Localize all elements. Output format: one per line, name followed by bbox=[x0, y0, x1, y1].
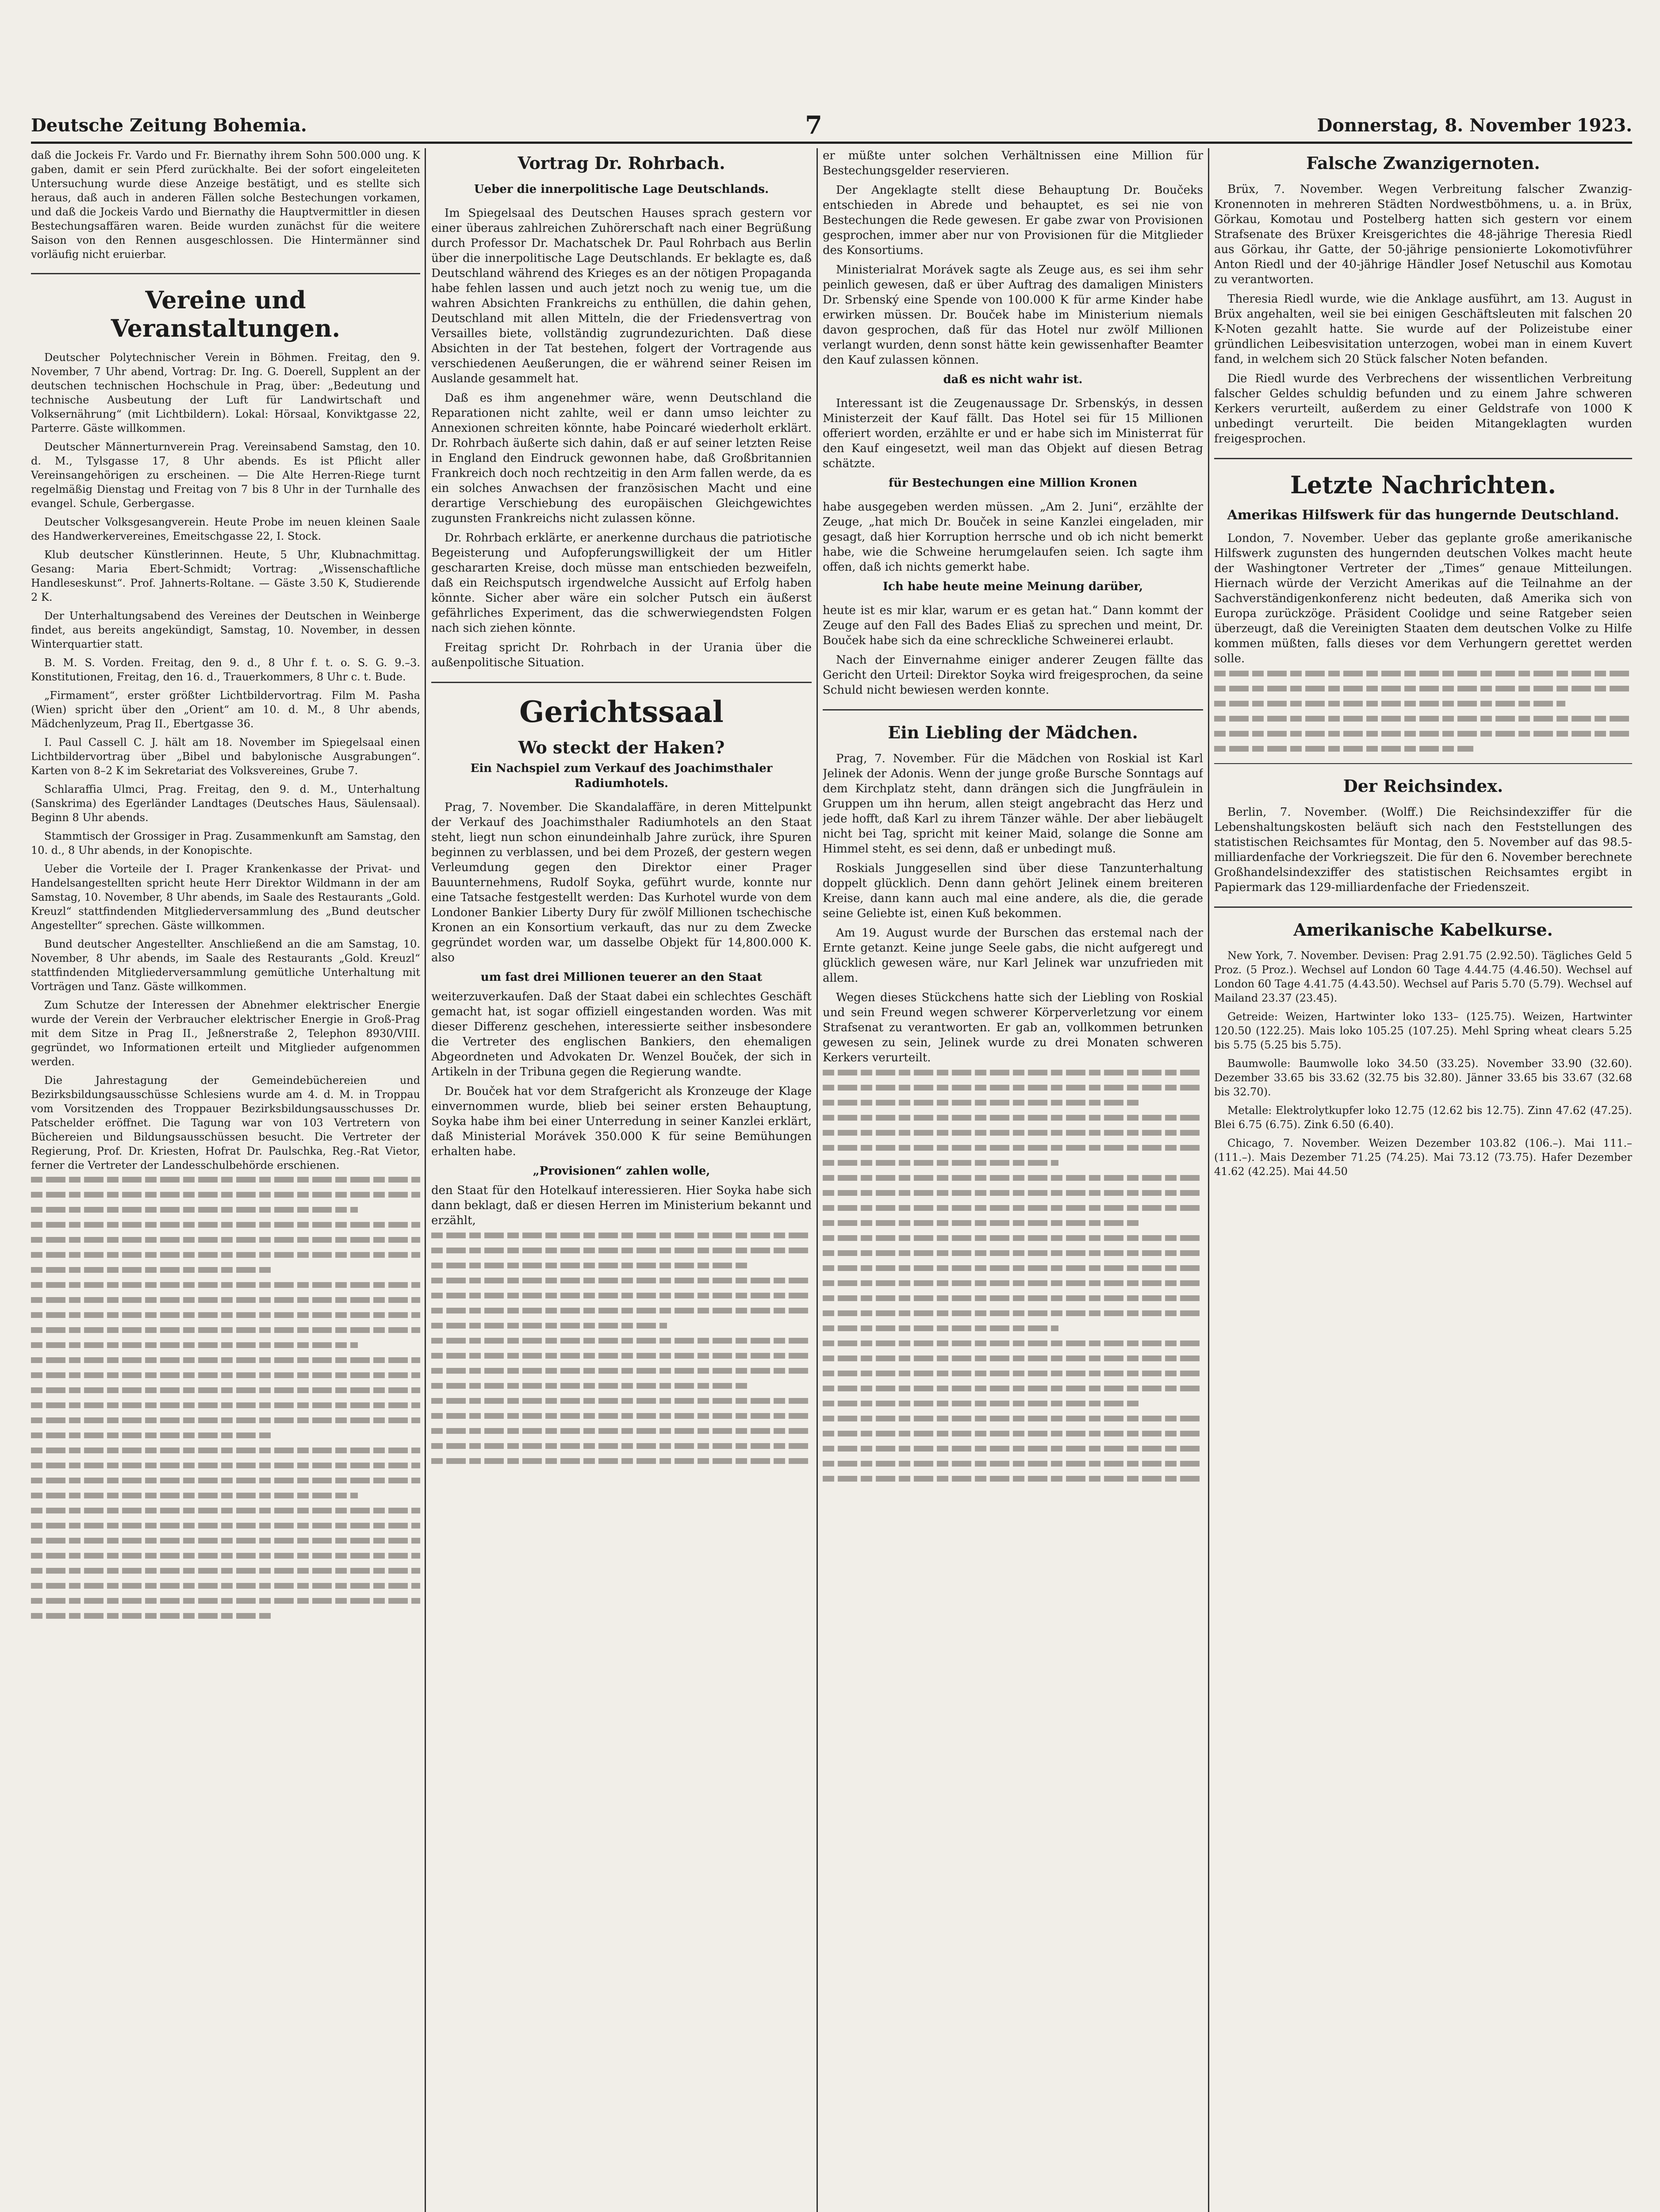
article-text: weiterzuverkaufen. Daß der Staat dabei ein schlechtes Geschäft gemacht hat, ist sogar offiziell eingestanden worden. Was mit dieser Differenz geschehen, interessierte seither insbesondere die Vertreter des englischen Bankiers, den ehemaligen Abgeordneten und Advokaten Dr. Wenzel Bouček, der sich in Artikeln in der Tribuna gegen die Regierung wandte. bbox=[431, 990, 812, 1079]
section-heading-gerichtssaal: Gerichtssaal bbox=[519, 695, 724, 729]
market-report: New York, 7. November. Devisen: Prag 2.91.75 (2.92.50). Tägliches Geld 5 Proz. (5 Proz.). Wechsel auf London 60 Tage 4.44.75 (4.46.50). Wechsel auf London 60 Tage 4.41.75 (4.43.50). Wechsel auf Paris 5.70 (5.79). Wechsel auf Mailand 23.37 (23.45). bbox=[1214, 949, 1632, 1004]
article-text: den Staat für den Hotelkauf interessieren. Hier Soyka habe sich dann beklagt, daß er diesen Herren im Ministerium bekannt und erzählt, bbox=[431, 1184, 812, 1227]
article-title-falsche: Falsche Zwanzigernoten. bbox=[1306, 153, 1540, 173]
inline-heading: daß es nicht wahr ist. bbox=[943, 373, 1083, 386]
market-report: Metalle: Elektrolytkupfer loko 12.75 (12.62 bis 12.75). Zinn 47.62 (47.25). Blei 6.75 (6.75). Zink 6.50 (6.40). bbox=[1214, 1104, 1632, 1131]
notice: Deutscher Männerturnverein Prag. Vereinsabend Samstag, den 10. d. M., Tylsgasse 17, 8 Uhr abends. Es ist Pflicht aller Vereinsangehörigen zu erscheinen. — Die Alte Herren-Riege turnt regelmäßig Dienstag und Freitag von 7 bis 8 Uhr in der Turnhalle des evangel. Schule, Gerbergasse. bbox=[31, 441, 420, 510]
column-rule bbox=[425, 148, 426, 2212]
column-3 bbox=[823, 148, 1203, 2212]
article-text: Wegen dieses Stückchens hatte sich der Liebling von Roskial und sein Freund wegen schwerer Körperverletzung vor einem Strafsenat zu verantworten. Er gab an, vollkommen betrunken gewesen zu sein, Jelinek wurde zu drei Monaten schweren Kerkers verurteilt. bbox=[823, 991, 1203, 1064]
market-report: Chicago, 7. November. Weizen Dezember 103.82 (106.–). Mai 111.– (111.–). Mais Dezember 71.25 (74.25). Mai 73.12 (73.75). Hafer Dezember 41.62 (42.25). Mai 44.50 bbox=[1214, 1137, 1632, 1178]
market-report: Getreide: Weizen, Hartwinter loko 133– (125.75). Weizen, Hartwinter 120.50 (122.25). Mais loko 105.25 (107.25). Mehl Spring wheat clears 5.25 bis 5.75 (5.25 bis 5.75). bbox=[1214, 1010, 1632, 1051]
article-title-rohrbach: Vortrag Dr. Rohrbach. bbox=[518, 153, 725, 173]
inline-heading: „Provisionen“ zahlen wolle, bbox=[533, 1164, 710, 1178]
divider bbox=[431, 682, 812, 683]
notice: B. M. S. Vorden. Freitag, den 9. d., 8 Uhr f. t. o. S. G. 9.–3. Konstitutionen, Freitag, den 16. d., Trauerkommers, 8 Uhr c. t. Bude. bbox=[31, 657, 420, 683]
article-text: Berlin, 7. November. (Wolff.) Die Reichsindexziffer für die Lebenshaltungskosten beläuft sich nach den Feststellungen des statistischen Reichsamtes für Montag, den 5. November auf das 98.5-milliardenfache der Vorkriegszeit. Die für den 6. November berechnete Großhandelsindexziffer des statistischen Reichsamtes ergibt in Papiermark das 129-milliardenfache der Friedenszeit. bbox=[1214, 806, 1632, 894]
article-text: Der Angeklagte stellt diese Behauptung Dr. Boučeks entschieden in Abrede und behauptet, es sei nie von Bestechungen die Rede gewesen. Er gabe zwar von Provisionen gesprochen, immer aber nur von Provisionen für die Mitglieder des Konsortiums. bbox=[823, 184, 1203, 257]
notice: Schlaraffia Ulmci, Prag. Freitag, den 9. d. M., Unterhaltung (Sanskrima) des Egerländer Landtages (Deutsches Haus, Säulensaal). Beginn 8 Uhr abends. bbox=[31, 783, 420, 824]
article-text: Prag, 7. November. Die Skandalaffäre, in deren Mittelpunkt der Verkauf des Joachimsthaler Radiumhotels an den Staat steht, liegt nun schon einundeinhalb Jahre zurück, ihre Spuren beginnen zu verblassen, und bei dem Prozeß, der gestern wegen Verleumdung gegen den Direktor einer Prager Bauunternehmens, Rudolf Soyka, geführt wurde, konnte nur eine Tatsache festgestellt werden: Das Kurhotel wurde von dem Londoner Bankier Liberty Dury für zwölf Millionen tschechische Kronen an ein Konsortium verkauft, das nur zu dem Zwecke gegründet worden war, um dasselbe Objekt für 14,800.000 K. also bbox=[431, 801, 812, 964]
article-text: Interessant ist die Zeugenaussage Dr. Srbenskýs, in dessen Ministerzeit der Kauf fällt. Das Hotel sei für 15 Millionen offeriert worden, erzählte er und er habe sich im Ministerrat für den Kauf eingesetzt, weil man das Objekt auf diesen Betrag schätzte. bbox=[823, 397, 1203, 470]
notice: Deutscher Volksgesangverein. Heute Probe im neuen kleinen Saale des Handwerkervereines, Emeitschgasse 22, I. Stock. bbox=[31, 516, 420, 542]
article-text: Ministerialrat Morávek sagte als Zeuge aus, es sei ihm sehr peinlich gewesen, daß er über Auftrag des damaligen Ministers Dr. Srbenský eine Spende von 100.000 K für arme Kinder habe erwirken müssen. Dr. Bouček habe im Ministerium niemals davon gesprochen, daß für das Hotel nur zwölf Millionen verlangt wurden, denn sonst hätte kein gewissenhafter Beamter den Kauf zulassen können. bbox=[823, 263, 1203, 367]
notice: I. Paul Cassell C. J. hält am 18. November im Spiegelsaal einen Lichtbildervortrag über „Bibel und babylonische Ausgrabungen“. Karten von 8–2 K im Sekretariat des Volksvereines, Grube 7. bbox=[31, 736, 420, 777]
newspaper-name: Deutsche Zeitung Bohemia. bbox=[31, 115, 307, 136]
article-text: Am 19. August wurde der Burschen das erstemal nach der Ernte getanzt. Keine junge Seele gabs, die nicht aufgeregt und glücklich gewesen wäre, nur Karl Jelinek war unzufrieden mit allem. bbox=[823, 926, 1203, 985]
article-text: Dr. Bouček hat vor dem Strafgericht als Kronzeuge der Klage einvernommen wurde, blieb bei seiner ersten Behauptung, Soyka habe ihm bei einer Unterredung in seiner Kanzlei erklärt, daß Ministerial Morávek 350.000 K für seine Bemühungen erhalten habe. bbox=[431, 1085, 812, 1158]
illegible-text bbox=[431, 1233, 812, 1464]
section-heading-letzte: Letzte Nachrichten. bbox=[1290, 471, 1556, 499]
article-text: Freitag spricht Dr. Rohrbach in der Urania über die außenpolitische Situation. bbox=[431, 641, 812, 669]
section-heading-vereine: Vereine und Veranstaltungen. bbox=[111, 286, 341, 342]
article-subtitle: Ueber die innerpolitische Lage Deutschlands. bbox=[474, 183, 769, 196]
article-text: Prag, 7. November. Für die Mädchen von Roskial ist Karl Jelinek der Adonis. Wenn der junge große Bursche Sonntags auf dem Kirchplatz steht, dann drängen sich die Jungfräulein in Gruppen um ihn herum, allen steigt angebracht das Herz und jede hofft, daß Karl zu ihrem Tänzer wähle. Der aber liebäugelt nicht bei Tag, spricht mit keiner Maid, solange die Sonne am Himmel steht, es sei denn, daß er unbedingt muß. bbox=[823, 752, 1203, 856]
article-text: Im Spiegelsaal des Deutschen Hauses sprach gestern vor einer überaus zahlreichen Zuhörerschaft nach einer Begrüßung durch Professor Dr. Machatschek Dr. Paul Rohrbach aus Berlin über die innerpolitische Lage Deutschlands. Er beklagte es, daß Deutschland während des Krieges es an der nötigen Propaganda habe fehlen lassen und auch jetzt noch zu wenig tue, um die wahren Absichten Frankreichs zu enthüllen, die dahin gehen, Deutschland mit allen Mitteln, die der Friedensvertrag von Versailles biete, vollständig zugrundezurichten. Daß diese Absichten in der Tat bestehen, folgert der Vortragende aus verschiedenen Aeußerungen, die er während seiner Reisen im Auslande gesammelt hat. bbox=[431, 207, 812, 385]
column-4 bbox=[1214, 148, 1632, 2212]
article-title-amerika: Amerikas Hilfswerk für das hungernde Deutschland. bbox=[1227, 507, 1619, 523]
column-1 bbox=[31, 148, 420, 2212]
notice: „Firmament“, erster größter Lichtbildervortrag. Film M. Pasha (Wien) spricht über den „Orient“ am 10. d. M., 8 Uhr abends, Mädchenlyzeum, Prag II., Ebertgasse 36. bbox=[31, 689, 420, 730]
article-text: heute ist es mir klar, warum er es getan hat.“ Dann kommt der Zeuge auf den Fall des Bades Eliaš zu sprechen und meint, Dr. Bouček habe sich da eine schreckliche Schweinerei erlaubt. bbox=[823, 604, 1203, 647]
notice: Klub deutscher Künstlerinnen. Heute, 5 Uhr, Klubnachmittag. Gesang: Maria Ebert-Schmidt; Vortrag: „Wissenschaftliche Handleseskunst“. Prof. Jahnerts-Roltane. — Gäste 3.50 K, Studierende 2 K. bbox=[31, 549, 420, 603]
article-text: London, 7. November. Ueber das geplante große amerikanische Hilfswerk zugunsten des hungernden deutschen Volkes macht heute der Washingtoner Vertreter der „Times“ genaue Mitteilungen. Hiernach würde der Verzicht Amerikas auf die Teilnahme an der Sachverständigenkonferenz nicht bedeuten, daß Amerika sich von Europa zurückzöge. Präsident Coolidge und seine Ratgeber seien überzeugt, daß die Vereinigten Staaten dem deutschen Volke zu Hilfe kommen müßten, falls dieses vor dem Verhungern gerettet werden solle. bbox=[1214, 532, 1632, 665]
divider bbox=[1214, 458, 1632, 459]
column-rule bbox=[817, 148, 818, 2212]
inline-heading: für Bestechungen eine Million Kronen bbox=[888, 476, 1138, 490]
article-text: Theresia Riedl wurde, wie die Anklage ausführt, am 13. August in Brüx angehalten, weil sie bei einigen Geschäftsleuten mit falschen 20 K-Noten gezahlt hatte. Sie wurde auf der Polizeistube einer gründlichen Leibesvisitation unterzogen, wobei man in einem Kuvert fand, in welchem sich 20 Stück falscher Noten befanden. bbox=[1214, 292, 1632, 366]
divider bbox=[1214, 906, 1632, 908]
page-header bbox=[31, 111, 1632, 144]
column-2 bbox=[431, 148, 812, 2212]
notice: Ueber die Vorteile der I. Prager Krankenkasse der Privat- und Handelsangestellten spricht heute Herr Direktor Wildmann in der am Samstag, 10. November, 8 Uhr abends, im Saale des Restaurants „Gold. Kreuzl“ stattfindenden Mitgliederversammlung des „Bund deutscher Angestellter“ sprechen. Gäste willkommen. bbox=[31, 863, 420, 932]
article-text: Roskials Junggesellen sind über diese Tanzunterhaltung doppelt glücklich. Denn dann gehört Jelinek einem breiteren Kreise, dann kann auch mal eine andere, als die, die gerade seine Geliebte ist, einen Kuß bekommen. bbox=[823, 862, 1203, 920]
inline-heading: Ich habe heute meine Meinung darüber, bbox=[882, 580, 1143, 593]
notice: Deutscher Polytechnischer Verein in Böhmen. Freitag, den 9. November, 7 Uhr abend, Vortrag: Dr. Ing. G. Doerell, Supplent an der deutschen technischen Hochschule in Prag, über: „Bedeutung und technische Ausbeutung der Luft für Landwirtschaft und Volksernährung“ (mit Lichtbildern). Lokal: Hörsaal, Konviktgasse 22, Parterre. Gäste willkommen. bbox=[31, 351, 420, 434]
notice: Bund deutscher Angestellter. Anschließend an die am Samstag, 10. November, 8 Uhr abends, im Saale des Restaurants „Gold. Kreuzl“ stattfindenden Mitgliederversammlung gemütliche Unterhaltung mit Vorträgen und Tanz. Gäste willkommen. bbox=[31, 938, 420, 993]
article-subtitle: Ein Nachspiel zum Verkauf des Joachimsthaler Radiumhotels. bbox=[470, 762, 773, 790]
page-number: 7 bbox=[805, 111, 822, 140]
article-title-liebling: Ein Liebling der Mädchen. bbox=[888, 722, 1138, 742]
article-text: er müßte unter solchen Verhältnissen eine Million für Bestechungsgelder reservieren. bbox=[823, 149, 1203, 177]
divider bbox=[1214, 763, 1632, 764]
article-title-haken: Wo steckt der Haken? bbox=[518, 737, 725, 757]
article-text: Dr. Rohrbach erklärte, er anerkenne durchaus die patriotische Begeisterung und Aufopferungswilligkeit der um Hitler geschararten Kreise, doch müsse man entschieden bezweifeln, daß ein Reichsputsch irgendwelche Aussicht auf Erfolg haben könnte. Sicher aber wäre ein solcher Putsch ein äußerst gefährliches Experiment, das die schwerwiegendsten Folgen nach sich ziehen könnte. bbox=[431, 531, 812, 635]
notice: Die Jahrestagung der Gemeindebüchereien und Bezirksbildungsausschüsse Schlesiens wurde am 4. d. M. in Troppau vom Vorsitzenden des Troppauer Bezirksbildungsausschusses Dr. Patschelder eröffnet. Die Tagung war von 103 Vertretern von Büchereien und Bildungsausschüssen besucht. Die Vertreter der Regierung, Prof. Dr. Kriesten, Hofrat Dr. Paulschka, Reg.-Rat Vietor, ferner die Vertreter der Landesschulbehörde erschienen. bbox=[31, 1074, 420, 1171]
notice: Der Unterhaltungsabend des Vereines der Deutschen in Weinberge findet, aus bereits angekündigt, Samstag, 10. November, in dessen Winterquartier statt. bbox=[31, 610, 420, 650]
illegible-text bbox=[31, 1177, 420, 1619]
article-title-reichsindex: Der Reichsindex. bbox=[1343, 776, 1503, 796]
divider bbox=[31, 273, 420, 274]
notice: Stammtisch der Grossiger in Prag. Zusammenkunft am Samstag, den 10. d., 8 Uhr abends, in der Konopischte. bbox=[31, 830, 420, 856]
article-text: Brüx, 7. November. Wegen Verbreitung falscher Zwanzig-Kronennoten in mehreren Städten Nordwestböhmens, u. a. in Brüx, Görkau, Komotau und Postelberg hatten sich gestern vor einem Strafsenate des Brüxer Kreisgerichtes die 48-jährige Theresia Riedl aus Görkau, ihr Gatte, der 50-jährige pensionierte Lokomotivführer Anton Riedl und der 40-jährige Händler Josef Netuschil aus Komotau zu verantworten. bbox=[1214, 183, 1632, 286]
illegible-text bbox=[1214, 671, 1632, 752]
article-text: Die Riedl wurde des Verbrechens der wissentlichen Verbreitung falscher Geldes schuldig befunden und zu einem Jahre schweren Kerkers verurteilt, außerdem zu einer Geldstrafe von 1000 K unbedingt verurteilt. Die beiden Mitangeklagten wurden freigesprochen. bbox=[1214, 372, 1632, 445]
article-text: Daß es ihm angenehmer wäre, wenn Deutschland die Reparationen nicht zahlte, weil er dann umso leichter zu Annexionen schreiten könnte, habe Poincaré wiederholt erklärt. Dr. Rohrbach äußerte sich dahin, daß er auf seiner letzten Reise in England den Eindruck gewonnen habe, daß Großbritannien Frankreich doch noch rechtzeitig in den Arm fallen werde, da es ein solches Anwachsen der französischen Macht und eine derartige Verschiebung des europäischen Gleichgewichtes zugunsten Frankreichs nicht zulassen könne. bbox=[431, 392, 812, 525]
divider bbox=[823, 709, 1203, 710]
article-text: daß die Jockeis Fr. Vardo und Fr. Biernathy ihrem Sohn 500.000 ung. K gaben, damit er sein Pferd zurückhalte. Bei der sofort eingeleiteten Untersuchung wurde diese Anzeige bestätigt, und es stellte sich heraus, daß auch in anderen Fällen solche Bestechungen vorkamen, und daß die Jockeis Vardo und Biernathy die Hauptvermittler in diesen Bestechungsaffären waren. Beide wurden zunächst für die weitere Saison von den Rennen ausgeschlossen. Die Hintermänner sind vorläufig nicht eruierbar. bbox=[31, 149, 420, 261]
column-rule bbox=[1208, 148, 1209, 2212]
illegible-text bbox=[823, 1070, 1203, 1482]
market-report: Baumwolle: Baumwolle loko 34.50 (33.25). November 33.90 (32.60). Dezember 33.65 bis 33.62 (32.75 bis 32.80). Jänner 33.65 bis 33.67 (32.68 bis 32.70). bbox=[1214, 1057, 1632, 1098]
article-title-kabelkurse: Amerikanische Kabelkurse. bbox=[1293, 920, 1553, 940]
notice: Zum Schutze der Interessen der Abnehmer elektrischer Energie wurde der Verein der Verbraucher elektrischer Energie in Groß-Prag mit dem Sitze in Prag II., Jeßnerstraße 2, Telephon 8930/VIII. gegründet, wo Informationen erteilt und Mitglieder aufgenommen werden. bbox=[31, 999, 420, 1068]
article-text: habe ausgegeben werden müssen. „Am 2. Juni“, erzählte der Zeuge, „hat mich Dr. Bouček in seine Kanzlei eingeladen, mir gesagt, daß hier Korruption herrsche und ob ich nicht bemerkt habe, wie die Schweine herumgelaufen seien. Ich sagte ihm offen, daß ich nichts gemerkt habe. bbox=[823, 500, 1203, 574]
inline-heading: um fast drei Millionen teuerer an den Staat bbox=[480, 971, 763, 984]
issue-date: Donnerstag, 8. November 1923. bbox=[1317, 115, 1632, 136]
article-text: Nach der Einvernahme einiger anderer Zeugen fällte das Gericht den Urteil: Direktor Soyka wird freigesprochen, da seine Schuld nicht bewiesen werden konnte. bbox=[823, 653, 1203, 697]
